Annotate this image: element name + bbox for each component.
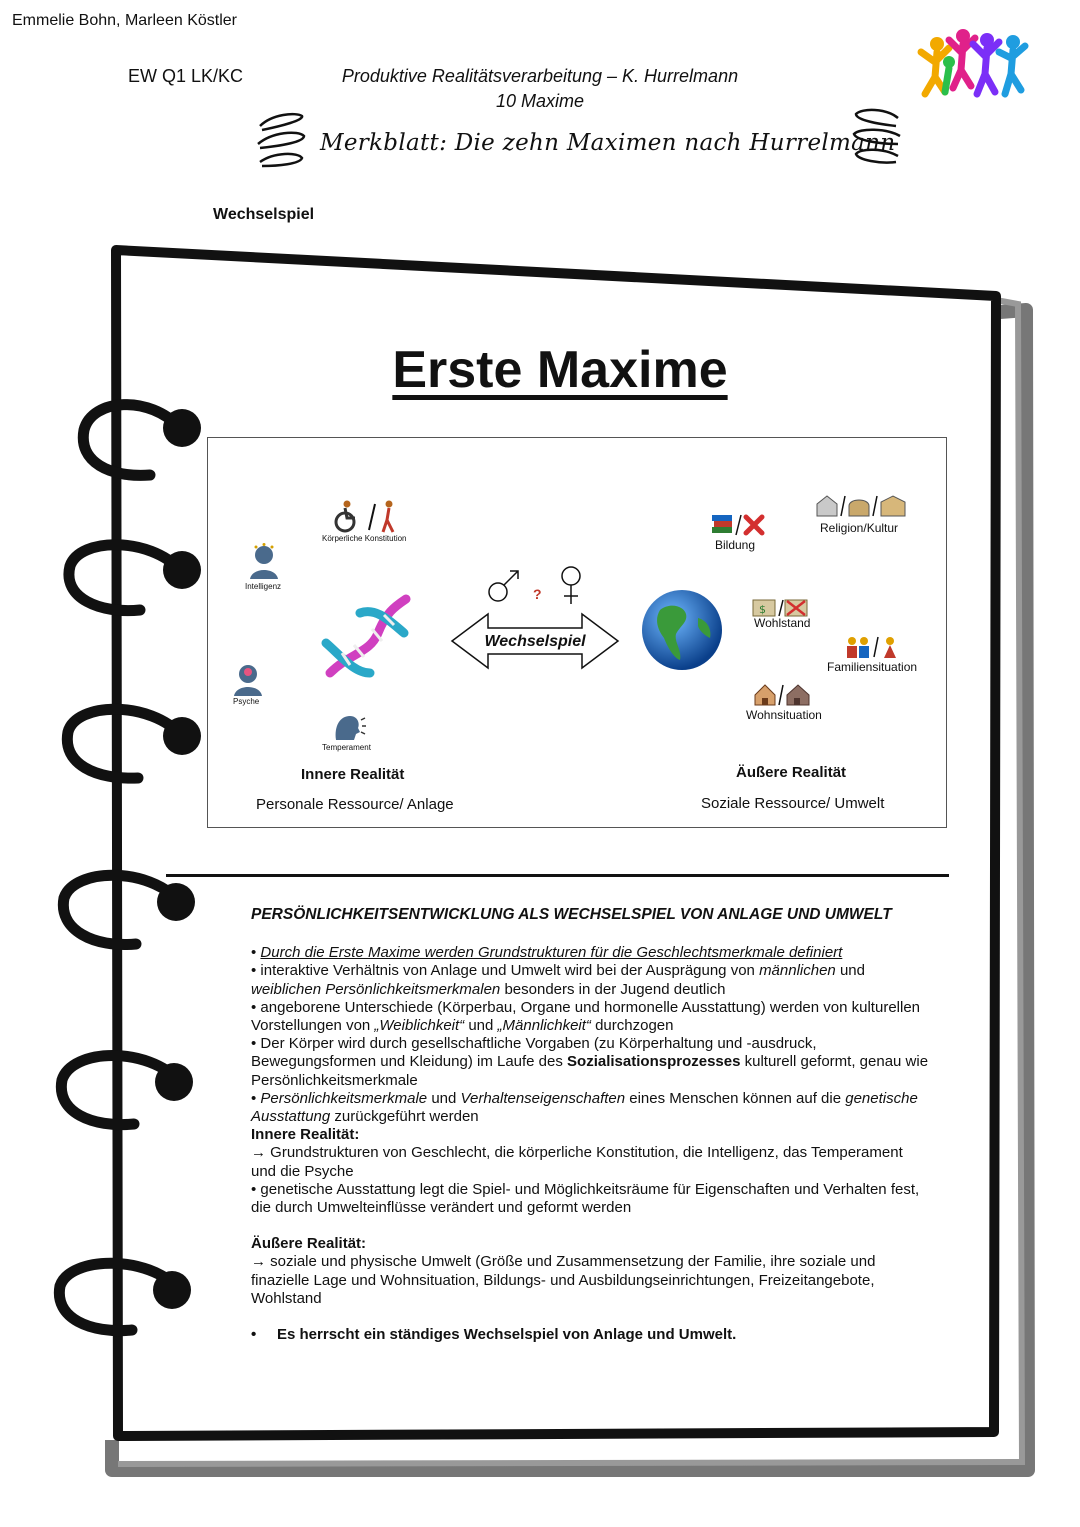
innere-realitaet-bullet: • genetische Ausstattung legt die Spiel- und Möglichkeitsräume für Eigenschaften und Verhalten fest, die durch Umwelteinflüsse verändert und geformt werden — [251, 1180, 920, 1217]
innere-realitaet-title: Innere Realität — [301, 766, 405, 783]
bullet-4: • Der Körper wird durch gesellschaftliche Vorgaben (zu Körperhaltung und -ausdruck, Bewegungsformen und Kleidung) im Laufe des Sozialisationsprozesses kulturell geformt, genau wie Persönlichkeitsmerkmale — [251, 1035, 929, 1089]
conclusion: • Es herrscht ein ständiges Wechselspiel von Anlage und Umwelt. — [251, 1326, 737, 1344]
bullet-3: • angeborene Unterschiede (Körperbau, Organe und hormonelle Ausstattung) werden von kulturellen Vorstellungen von „Weiblichkeit“ und „Männlichkeit“ durchzogen — [251, 998, 921, 1035]
intelligenz-label: Intelligenz — [245, 582, 282, 591]
merkblatt-title: Merkblatt: Die zehn Maximen nach Hurrelmann — [320, 130, 896, 156]
question-mark: ? — [533, 586, 542, 602]
wohnen-label: Wohnsituation — [746, 708, 822, 722]
koerper-label: Körperliche Konstitution — [322, 534, 407, 543]
document-subtitle: 10 Maxime — [495, 91, 585, 111]
bullet-5: • Persönlichkeitsmerkmale und Verhaltenseigenschaften eines Menschen können auf die genetische Ausstattung zurückgeführt werden — [251, 1089, 918, 1126]
divider — [166, 874, 949, 877]
page-heading: Erste Maxime — [392, 341, 728, 399]
aeussere-realitaet-heading: Äußere Realität: — [251, 1235, 367, 1253]
maxime-diagram — [207, 437, 947, 828]
innere-realitaet-arrow: → Grundstrukturen von Geschlecht, die körperliche Konstitution, die Intelligenz, das Temperament und die Psyche — [251, 1144, 903, 1180]
head-icon — [246, 543, 282, 581]
bullet-2: • interaktive Verhältnis von Anlage und Umwelt wird bei der Ausprägung von männlichen und weiblichen Persönlichkeitsmerkmalen besonders in der Jugend deutlich — [251, 962, 865, 998]
course-label: EW Q1 LK/KC — [128, 66, 244, 86]
house-icon — [753, 683, 811, 707]
aeussere-realitaet-subtitle: Soziale Ressource/ Umwelt — [701, 795, 885, 812]
svg-text:$: $ — [759, 603, 766, 616]
psyche-label: Psyche — [233, 697, 260, 706]
section-label: Wechselspiel — [213, 206, 315, 223]
section-title: PERSÖNLICHKEITSENTWICKLUNG ALS WECHSELSPIEL VON ANLAGE UND UMWELT — [251, 906, 892, 923]
wechselspiel-arrow-label: Wechselspiel — [484, 633, 586, 650]
head-icon — [230, 662, 266, 698]
innere-realitaet-subtitle: Personale Ressource/ Anlage — [256, 796, 454, 813]
dna-icon — [320, 593, 412, 681]
money-icon — [751, 598, 809, 618]
church-icon — [815, 494, 907, 518]
female-symbol-icon — [556, 564, 586, 606]
family-icon — [844, 635, 900, 659]
religion-label: Religion/Kultur — [820, 521, 899, 535]
familie-label: Familiensituation — [827, 660, 918, 674]
aeussere-realitaet-title: Äußere Realität — [736, 764, 847, 781]
innere-realitaet-heading: Innere Realität: — [251, 1126, 360, 1144]
document-title: Produktive Realitätsverarbeitung – K. Hurrelmann — [341, 66, 739, 86]
bullet-1: • Durch die Erste Maxime werden Grundstrukturen für die Geschlechtsmerkmale definiert — [251, 944, 843, 962]
authors: Emmelie Bohn, Marleen Köstler — [12, 12, 237, 29]
books-icon — [710, 513, 766, 537]
globe-icon — [640, 588, 724, 672]
wheelchair-icon — [333, 500, 403, 538]
male-symbol-icon — [484, 566, 532, 606]
bildung-label: Bildung — [715, 538, 756, 552]
speaking-head-icon — [332, 712, 366, 742]
aeussere-realitaet-arrow: → soziale und physische Umwelt (Größe und Zusammensetzung der Familie, ihre soziale und finazielle Lage und Wohnsituation, Bildungs- und Ausbildungseinrichtungen, Freizeitangebote, Wohlstand — [251, 1253, 876, 1307]
wohlstand-label: Wohlstand — [754, 616, 811, 630]
temperament-label: Temperament — [322, 743, 371, 752]
content-text — [251, 906, 931, 1344]
